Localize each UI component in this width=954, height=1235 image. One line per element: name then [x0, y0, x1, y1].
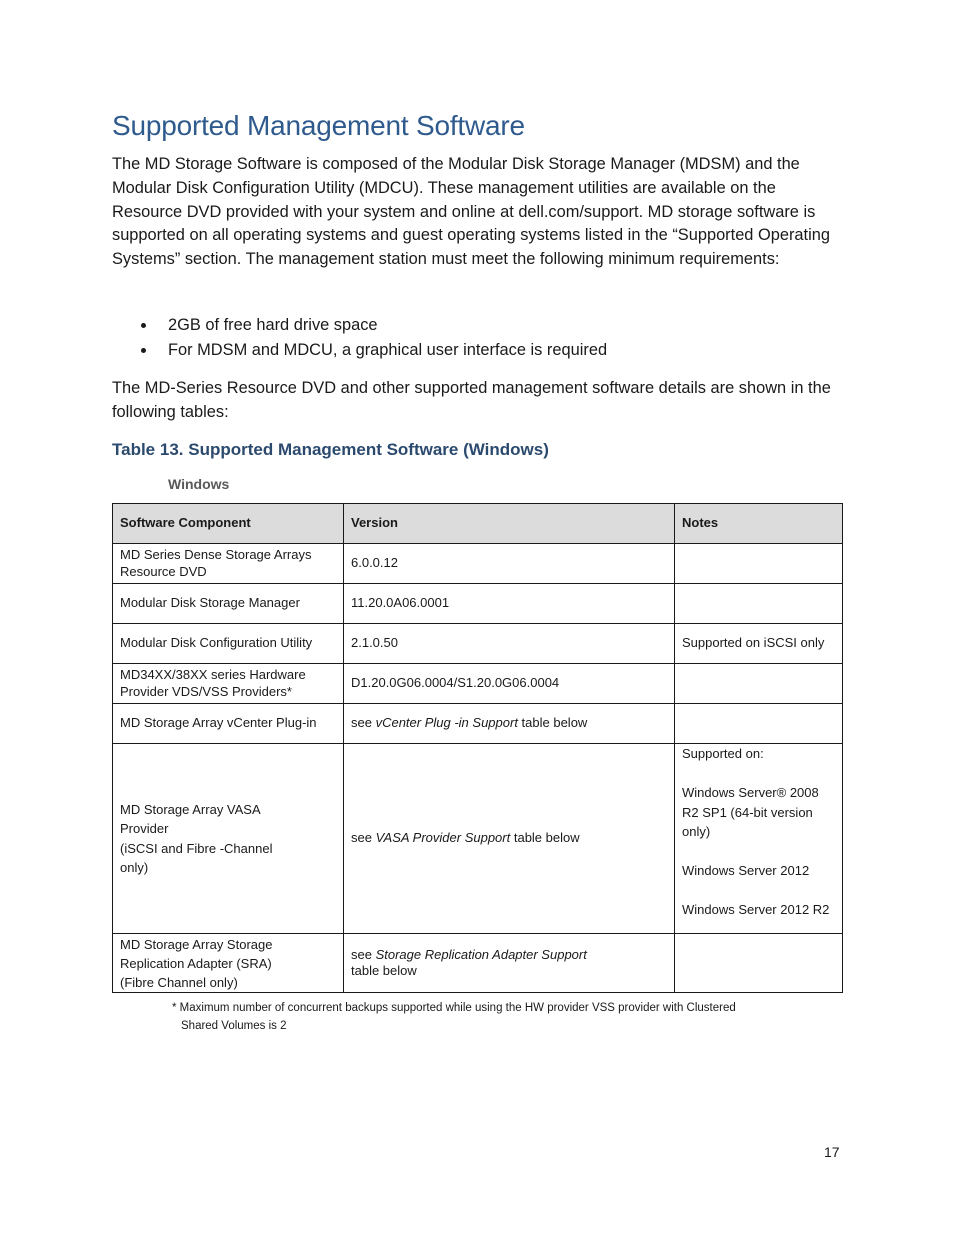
- tables-intro-paragraph: The MD-Series Resource DVD and other supported management software details are shown in the following tables:: [112, 379, 831, 421]
- table-row: [113, 584, 843, 624]
- footnote-line: * Maximum number of concurrent backups supported while using the HW provider VSS provider with Clustered: [172, 1002, 736, 1014]
- component-line: MD Storage Array Storage: [120, 936, 273, 952]
- cell-notes: [675, 664, 843, 704]
- version-prefix: see: [351, 715, 376, 731]
- intro-paragraph: The MD Storage Software is composed of the Modular Disk Storage Manager (MDSM) and the Modular Disk Configuration Utility (MDCU). These management utilities are available on the Resource DVD provided with your system and online at dell.com/support. MD storage software is supported on all operating systems and guest operating systems listed in the “Supported Operating Systems” section. The management station must meet the following minimum requirements:: [112, 155, 830, 269]
- sra-support-reference: Storage Replication Adapter Support: [375, 946, 587, 962]
- list-item-text: 2GB of free hard drive space: [168, 316, 378, 334]
- page-title: Supported Management Software: [112, 110, 525, 141]
- table-number: Table 13: [112, 440, 179, 459]
- table-row: [113, 934, 843, 993]
- table-row: [113, 704, 843, 744]
- cell-notes: [675, 544, 843, 584]
- version-suffix: table below: [351, 963, 417, 978]
- notes-line: Windows Server® 2008 R2 SP1 (64-bit version only): [682, 785, 819, 839]
- list-item: [112, 338, 842, 363]
- version-prefix: see: [351, 946, 376, 962]
- page-number: 17: [824, 1144, 840, 1160]
- notes-line: Windows Server 2012 R2: [682, 902, 830, 917]
- list-item: [112, 313, 842, 338]
- component-line: only): [120, 860, 149, 875]
- notes-line: Windows Server 2012: [682, 863, 810, 878]
- cell-component: [113, 744, 344, 934]
- cell-component: MD34XX/38XX series Hardware Provider VDS/VSS Providers*: [113, 664, 344, 704]
- cell-component: [113, 934, 344, 993]
- bullet-icon: [141, 348, 146, 353]
- footnote-line: Shared Volumes is 2: [181, 1020, 287, 1032]
- table-row: [113, 544, 843, 584]
- software-table: [112, 503, 843, 993]
- version-suffix: table below: [517, 715, 588, 731]
- table-row: [113, 744, 843, 934]
- bullet-icon: [141, 323, 146, 328]
- cell-version: [344, 744, 675, 934]
- cell-notes: [675, 744, 843, 934]
- vcenter-support-reference: vCenter Plug -in Support: [375, 715, 518, 731]
- header-notes: Notes: [675, 504, 843, 544]
- cell-notes: [675, 934, 843, 993]
- table-caption-separator: .: [178, 440, 184, 459]
- component-line: (Fibre Channel only): [120, 974, 238, 990]
- table-row: [113, 664, 843, 704]
- cell-component: MD Storage Array vCenter Plug-in: [113, 704, 344, 744]
- cell-notes: [675, 704, 843, 744]
- version-prefix: see: [351, 830, 376, 846]
- table-caption-title: Supported Management Software (Windows): [183, 440, 549, 459]
- header-software-component: Software Component: [113, 504, 344, 544]
- cell-component: Modular Disk Configuration Utility: [113, 624, 344, 664]
- component-line: Provider: [120, 821, 169, 836]
- cell-version: [344, 704, 675, 744]
- table-caption: [112, 440, 549, 460]
- component-line: (iSCSI and Fibre -Channel: [120, 840, 273, 856]
- table-header-row: [113, 504, 843, 544]
- cell-version: D1.20.0G06.0004/S1.20.0G06.0004: [344, 664, 675, 704]
- cell-version: [344, 934, 675, 993]
- header-version: Version: [344, 504, 675, 544]
- version-suffix: table below: [510, 830, 580, 846]
- notes-line: Supported on:: [682, 746, 764, 761]
- cell-component: MD Series Dense Storage Arrays Resource DVD: [113, 544, 344, 584]
- requirements-list: [112, 313, 842, 363]
- component-line: Replication Adapter (SRA): [120, 955, 272, 971]
- list-item-text: For MDSM and MDCU, a graphical user interface is required: [168, 341, 608, 359]
- cell-version: 6.0.0.12: [344, 544, 675, 584]
- table-footnote: [172, 999, 812, 1035]
- cell-version: 11.20.0A06.0001: [344, 584, 675, 624]
- cell-version: 2.1.0.50: [344, 624, 675, 664]
- table-subtitle: Windows: [168, 476, 230, 492]
- table-row: [113, 624, 843, 664]
- vasa-support-reference: VASA Provider Support: [375, 830, 511, 846]
- component-line: MD Storage Array VASA: [120, 801, 261, 817]
- cell-notes: Supported on iSCSI only: [675, 624, 843, 664]
- cell-component: Modular Disk Storage Manager: [113, 584, 344, 624]
- cell-notes: [675, 584, 843, 624]
